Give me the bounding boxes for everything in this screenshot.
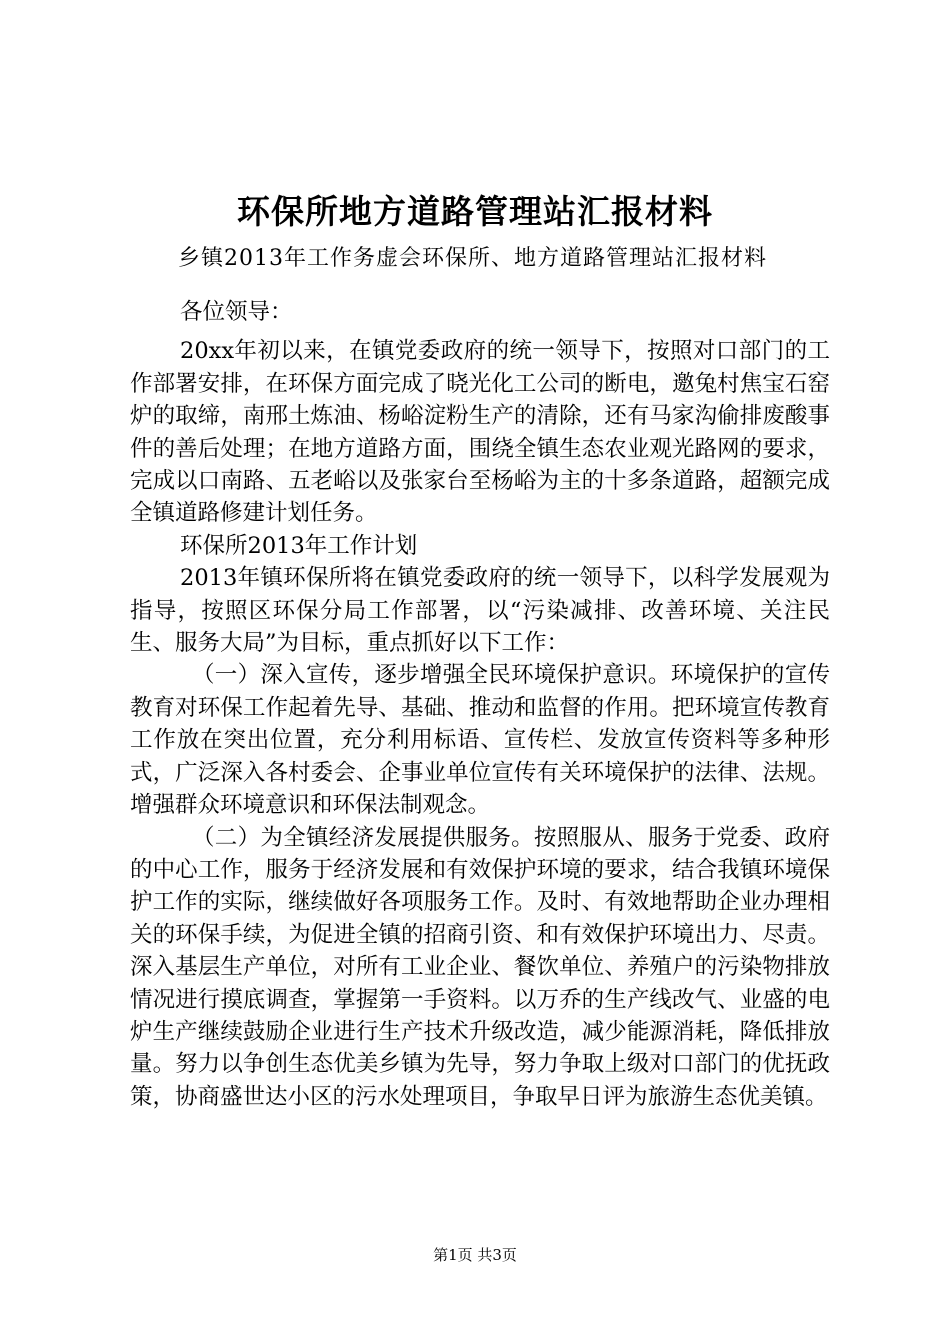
paragraph-plan-overview: 2013年镇环保所将在镇党委政府的统一领导下，以科学发展观为指导，按照区环保分局工作部署，以“污染减排、改善环境、关注民生、服务大局”为目标，重点抓好以下工作： xyxy=(130,565,830,657)
document-body xyxy=(130,296,830,1113)
salutation: 各位领导： xyxy=(180,299,293,325)
paragraph-item-2: （二）为全镇经济发展提供服务。按照服从、服务于党委、政府的中心工作，服务于经济发展和有效保护环境的要求，结合我镇环境保护工作的实际，继续做好各项服务工作。及时、有效地帮助企业办理相关的环保手续，为促进全镇的招商引资、和有效保护环境出力、尽责。深入基层生产单位，对所有工业企业、餐饮单位、养殖户的污染物排放情况进行摸底调查，掌握第一手资料。以万乔的生产线改气、业盛的电炉生产继续鼓励企业进行生产技术升级改造，减少能源消耗，降低排放量。努力以争创生态优美乡镇为先导，努力争取上级对口部门的优抚政策，协商盛世达小区的污水处理项目，争取早日评为旅游生态优美镇。 xyxy=(130,824,830,1110)
page-footer: 第1页 共3页 xyxy=(433,1246,517,1264)
paragraph-intro: 20xx年初以来，在镇党委政府的统一领导下，按照对口部门的工作部署安排，在环保方面完成了晓光化工公司的断电，邀兔村焦宝石窑炉的取缔，南邢土炼油、杨峪淀粉生产的清除，还有马家沟偷排废酸事件的善后处理；在地方道路方面，围绕全镇生态农业观光路网的要求，完成以口南路、五老峪以及张家台至杨峪为主的十多条道路，超额完成全镇道路修建计划任务。 xyxy=(130,338,830,527)
document-subtitle: 乡镇2013年工作务虚会环保所、地方道路管理站汇报材料 xyxy=(178,246,767,271)
section-heading-plan: 环保所2013年工作计划 xyxy=(180,532,418,559)
paragraph-item-1: （一）深入宣传，逐步增强全民环境保护意识。环境保护的宣传教育对环保工作起着先导、基础、推动和监督的作用。把环境宣传教育工作放在突出位置，充分利用标语、宣传栏、发放宣传资料等多种形式，广泛深入各村委会、企事业单位宣传有关环境保护的法律、法规。增强群众环境意识和环保法制观念。 xyxy=(130,662,830,819)
document-title: 环保所地方道路管理站汇报材料 xyxy=(237,192,713,231)
